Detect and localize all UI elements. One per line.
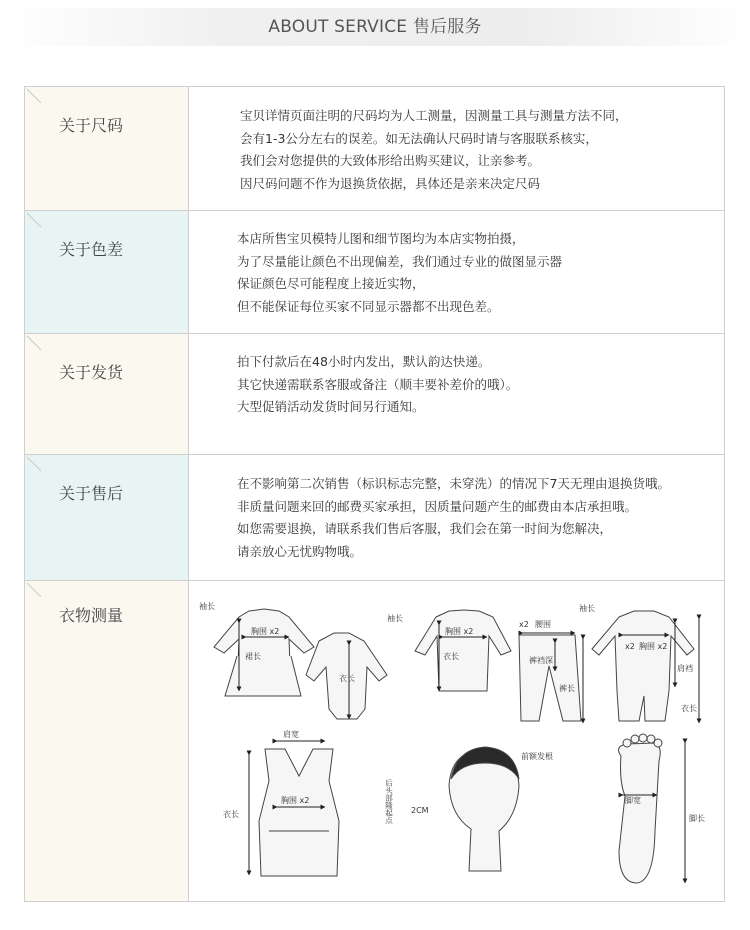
dress-diagram [214, 609, 314, 696]
diagram-label: 衣长 [681, 704, 697, 713]
section-content [189, 334, 724, 454]
diagram-label: x2 [519, 620, 529, 629]
diagram-label: 袖长 [579, 604, 595, 613]
content-line: 因尺码问题不作为退换货依据，具体还是亲来决定尺码 [240, 175, 541, 191]
section-label-cell [25, 211, 189, 333]
section-title: 衣物测量 [59, 606, 124, 625]
diagram-label: 衣长 [443, 652, 459, 661]
content-line: 但不能保证每位买家不同显示器都不出现色差。 [237, 298, 500, 314]
service-table [24, 86, 725, 902]
content-line: 请亲放心无忧购物哦。 [237, 543, 363, 559]
diagram-label: 胸围 x2 [251, 627, 280, 636]
section-size [25, 87, 724, 211]
diagram-label: 脚宽 [625, 796, 641, 805]
head-diagram [449, 747, 519, 871]
diagram-label: 胸围 x2 [445, 627, 474, 636]
section-label-cell [25, 334, 189, 454]
diagram-label: 衣长 [223, 810, 239, 819]
content-line: 拍下付款后在48小时内发出，默认韵达快递。 [237, 354, 491, 369]
sweater-diagram [415, 610, 511, 691]
corner-decoration-icon [25, 334, 43, 352]
diagram-label: 后头部隆起点 [384, 779, 394, 824]
measurement-diagrams [189, 581, 724, 901]
content-line: 宝贝详情页面注明的尺码均为人工测量，因测量工具与测量方法不同， [240, 108, 628, 123]
pants-diagram [519, 635, 581, 721]
content-line: 我们会对您提供的大致体形给出购买建议，让亲参考。 [240, 153, 541, 168]
section-title: 关于色差 [59, 240, 124, 259]
diagram-label: 肩裆 [677, 664, 693, 673]
section-label-cell [25, 581, 189, 901]
diagram-label: 脚长 [689, 814, 705, 823]
section-content [189, 211, 724, 333]
content-line: 大型促销活动发货时间另行通知。 [237, 399, 425, 414]
diagram-label: 肩宽 [283, 730, 299, 739]
diagram-label: 前额发根 [521, 752, 553, 761]
section-title: 关于售后 [59, 484, 124, 503]
vest-diagram [259, 749, 339, 876]
section-content [189, 87, 724, 210]
section-measurement [25, 581, 724, 901]
diagram-label: 胸围 x2 [639, 642, 668, 651]
diagram-label: 衣长 [339, 674, 355, 683]
section-color [25, 211, 724, 334]
content-line: 会有1-3公分左右的误差。如无法确认尺码时请与客服联系核实， [240, 130, 598, 146]
diagram-label: 裤长 [559, 684, 575, 693]
diagram-label: 裤裆深 [529, 656, 553, 665]
content-line: 保证颜色尽可能程度上接近实物， [237, 276, 425, 291]
section-label-cell [25, 455, 189, 580]
page-title: ABOUT SERVICE 售后服务 [268, 17, 482, 37]
diagram-label: 胸围 x2 [281, 796, 310, 805]
diagram-label: x2 [625, 642, 635, 651]
section-shipping [25, 334, 724, 455]
diagram-label: 袖长 [199, 602, 215, 611]
content-line: 非质量问题来回的邮费买家承担，因质量问题产生的邮费由本店承担哦。 [237, 498, 638, 514]
section-content [189, 455, 724, 580]
content-line: 如您需要退换，请联系我们售后客服，我们会在第一时间为您解决， [237, 521, 613, 536]
content-line: 本店所售宝贝模特儿图和细节图均为本店实物拍摄， [237, 231, 525, 246]
content-line: 为了尽量能让颜色不出现偏差，我们通过专业的做图显示器 [237, 253, 563, 269]
diagram-label: 腰围 [535, 620, 551, 629]
content-line: 其它快递需联系客服或备注（顺丰要补差价的哦）。 [237, 376, 519, 392]
corner-decoration-icon [25, 211, 43, 229]
section-label-cell [25, 87, 189, 210]
corner-decoration-icon [25, 581, 43, 599]
corner-decoration-icon [25, 455, 43, 473]
section-title: 关于发货 [59, 363, 124, 382]
content-line: 在不影响第二次销售（标识标志完整，未穿洗）的情况下7天无理由退换货哦。 [237, 476, 670, 491]
corner-decoration-icon [25, 87, 43, 105]
section-title: 关于尺码 [59, 116, 124, 135]
foot-diagram [619, 734, 662, 883]
diagram-label: 袖长 [387, 614, 403, 623]
diagram-label: 裙长 [245, 652, 261, 661]
diagram-label: 2CM [411, 806, 429, 815]
section-after-sales [25, 455, 724, 581]
